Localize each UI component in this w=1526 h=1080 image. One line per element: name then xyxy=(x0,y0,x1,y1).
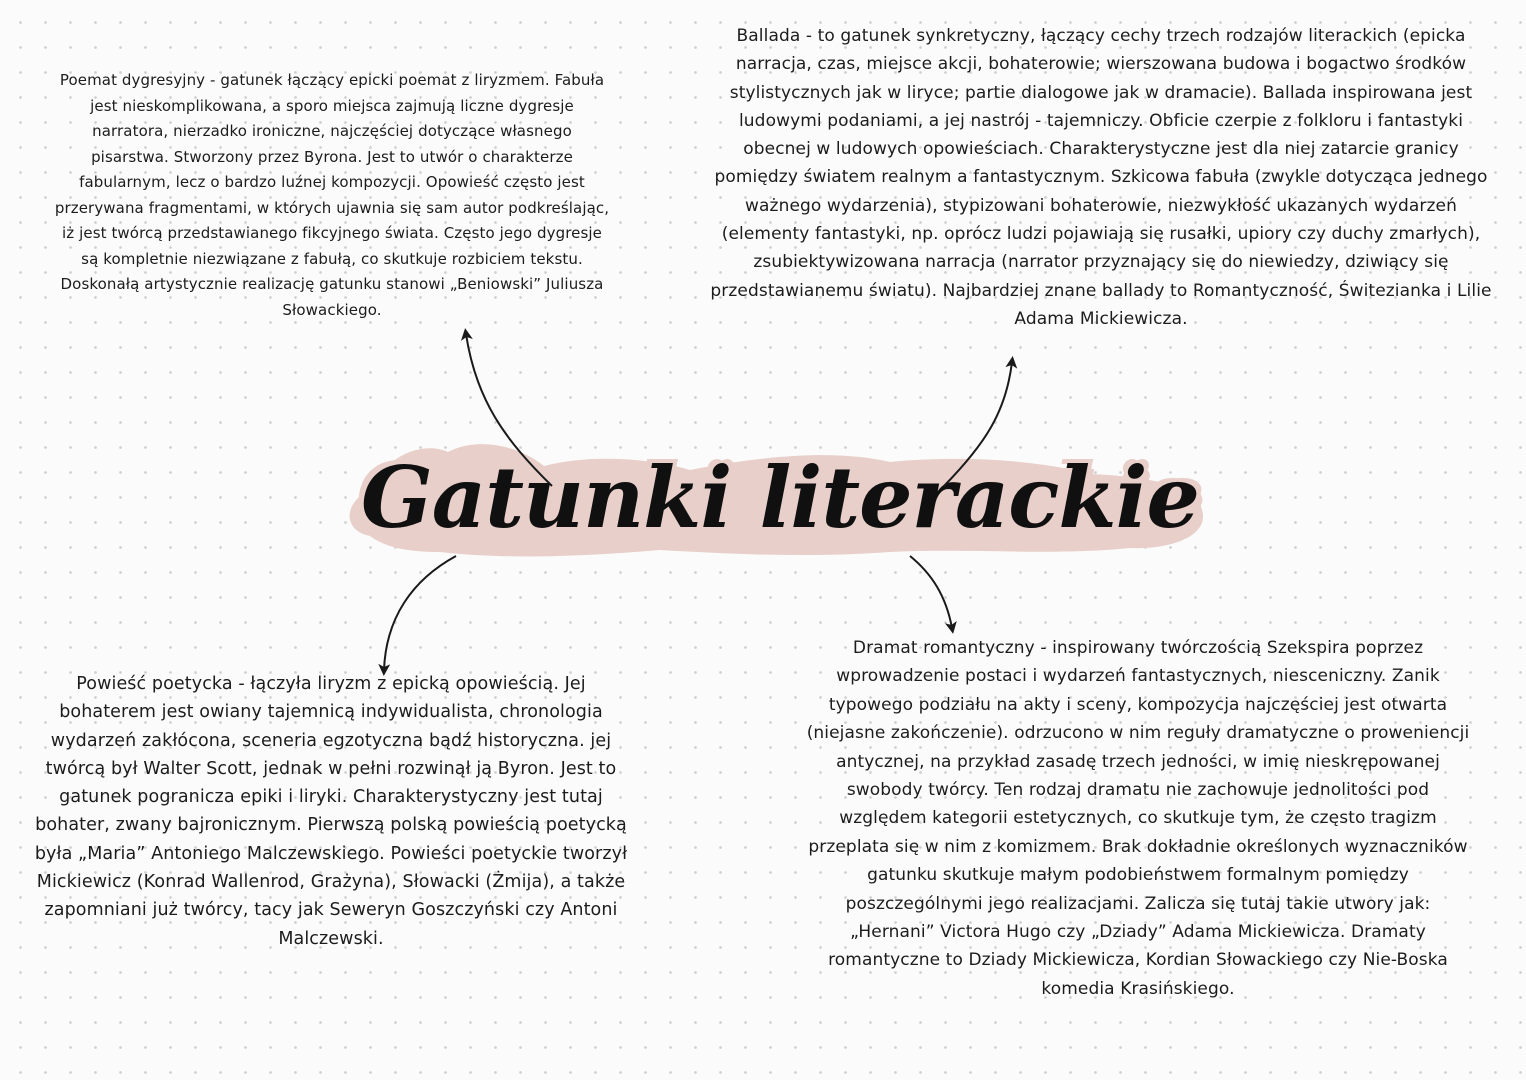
note-poemat-dygresyjny: Poemat dygresyjny - gatunek łączący epicki poemat z liryzmem. Fabuła jest nieskomplikowana, a sporo miejsca zajmują liczne dygresje narratora, nierzadko ironiczne, najczęściej dotyczące własnego pisarstwa. Stworzony przez Byrona. Jest to utwór o charakterze fabularnym, lecz o bardzo luźnej kompozycji. Opowieść często jest przerywana fragmentami, w których ujawnia się sam autor podkreślając, iż jest twórcą przedstawianego fikcyjnego świata. Często jego dygresje są kompletnie niezwiązane z fabułą, co skutkuje rozbiciem tekstu. Doskonałą artystycznie realizację gatunku stanowi „Beniowski” Juliusza Słowackiego. xyxy=(54,71,610,319)
note-ballada: Ballada - to gatunek synkretyczny, łączący cechy trzech rodzajów literackich (epicka narracja, czas, miejsce akcji, bohaterowie; wierszowana budowa i bogactwo środków stylistycznych jak w liryce; partie dialogowe jak w dramacie). Ballada inspirowana jest ludowymi podaniami, a jej nastrój - tajemniczy. Obficie czerpie z folkloru i fantastyki obecnej w ludowych opowieściach. Charakterystyczne jest dla niej zatarcie granicy pomiędzy światem realnym a fantastycznym. Szkicowa fabuła (zwykle dotycząca jednego ważnego wydarzenia), stypizowani bohaterowie, niezwykłość ukazanych wydarzeń (elementy fantastyki, np. oprócz ludzi pojawiają się rusałki, upiory czy duchy zmarłych), zsubiektywizowana narracja (narrator przyznający się do niewiedzy, dziwiący się przedstawianemu światu). Najbardziej znane ballady to Romantyczność, Świtezianka i Lilie Adama Mickiewicza. xyxy=(710,26,1492,329)
arrow-to-dramat xyxy=(910,556,952,628)
arrow-to-poemat xyxy=(466,334,552,486)
note-dramat-romantyczny: Dramat romantyczny - inspirowany twórczością Szekspira poprzez wprowadzenie postaci i wydarzeń fantastycznych, niesceniczny. Zanik typowego podziału na akty i sceny, kompozycja najczęściej jest otwarta (niejasne zakończenie). odrzucono w nim reguły dramatyczne o proweniencji antycznej, na przykład zasadę trzech jedności, w imię nieskrępowanej swobody twórcy. Ten rodzaj dramatu nie zachowuje jednolitości pod względem kategorii estetycznych, co skutkuje tym, że często tragizm przeplata się w nim z komizmem. Brak dokładnie określonych wyznaczników gatunku skutkuje małym podobieństwem formalnym pomiędzy poszczególnymi jego realizacjami. Zalicza się tutaj takie utwory jak: „Hernani” Victora Hugo czy „Dziady” Adama Mickiewicza. Dramaty romantyczne to Dziady Mickiewicza, Kordian Słowackiego czy Nie-Boska komedia Krasińskiego. xyxy=(806,638,1470,999)
arrow-to-ballada xyxy=(944,362,1012,486)
arrow-to-powiesc xyxy=(384,556,456,670)
page-title: Gatunki literackie xyxy=(361,448,1199,547)
note-powiesc-poetycka: Powieść poetycka - łączyła liryzm z epicką opowieścią. Jej bohaterem jest owiany tajemnicą indywidualista, chronologia wydarzeń zakłócona, sceneria egzotyczna bądź historyczna. jej twórcą był Walter Scott, jednak w pełni rozwinął ją Byron. Jest to gatunek pogranicza epiki i liryki. Charakterystyczny jest tutaj bohater, zwany bajronicznym. Pierwszą polską powieścią poetycką była „Maria” Antoniego Malczewskiego. Powieści poetyckie tworzył Mickiewicz (Konrad Wallenrod, Grażyna), Słowacki (Żmija), a także zapomniani już twórcy, tacy jak Seweryn Goszczyński czy Antoni Malczewski. xyxy=(34,674,628,949)
